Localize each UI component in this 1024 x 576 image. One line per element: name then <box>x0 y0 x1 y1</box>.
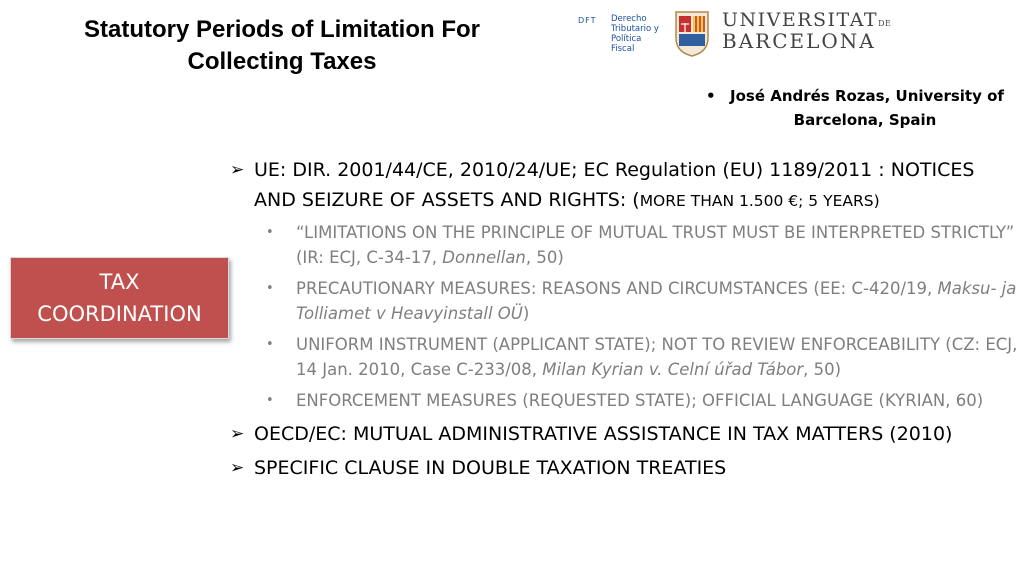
author-affiliation <box>700 84 1016 132</box>
sub-3-tail: , 50) <box>803 360 842 379</box>
arrow-bullet-icon: ➢ <box>230 424 245 444</box>
author-line-1: José Andrés Rozas, University of <box>730 87 1004 105</box>
dot-bullet-icon: • <box>266 393 274 408</box>
dft-mark <box>578 16 597 25</box>
sub-2-tail: ) <box>522 304 530 323</box>
sub-list-item <box>254 276 1020 326</box>
dot-bullet-icon: • <box>266 281 274 296</box>
sub-list-item <box>254 332 1020 382</box>
arrow-bullet-icon: ➢ <box>230 160 245 180</box>
slide-title <box>28 14 536 78</box>
title-line-1: Statutory Periods of Limitation For <box>83 16 480 43</box>
sub-3-text: UNIFORM INSTRUMENT (APPLICANT STATE); NOT TO REVIEW ENFORCEABILITY (CZ: ECJ, 14 Jan. 2010, Case C-233/08, <box>296 335 1018 379</box>
dot-bullet-icon: • <box>266 337 274 352</box>
slide-content <box>230 155 1020 483</box>
dft-mark-text: DFT <box>578 16 597 25</box>
bullet-icon: • <box>706 87 716 105</box>
sub-1-case: Donnellan <box>442 248 526 267</box>
sub-list <box>230 220 1020 413</box>
item-2-text: OECD/EC: MUTUAL ADMINISTRATIVE ASSISTANCE IN TAX MATTERS (2010) <box>254 423 953 445</box>
dft-line-4: Fiscal <box>611 44 635 54</box>
list-item <box>230 155 1020 216</box>
sub-list-item <box>254 388 1020 413</box>
dft-line-1: Derecho <box>611 14 647 24</box>
list-item <box>230 453 1020 483</box>
sub-4-text: ENFORCEMENT MEASURES (REQUESTED STATE); OFFICIAL LANGUAGE (KYRIAN, 60) <box>296 391 984 410</box>
item-3-text: SPECIFIC CLAUSE IN DOUBLE TAXATION TREATIES <box>254 457 727 479</box>
sub-list-item <box>254 220 1020 270</box>
dft-logo <box>578 14 670 54</box>
university-seal-icon <box>672 8 712 58</box>
item-1-small-text: MORE THAN 1.500 €; 5 YEARS) <box>639 192 880 210</box>
ub-line-1: UNIVERSITAT <box>722 9 879 31</box>
sub-1-tail: , 50) <box>525 248 564 267</box>
item-1-text: UE: DIR. 2001/44/CE, 2010/24/UE; EC Regulation (EU) 1189/2011 : NOTICES AND SEIZURE OF ASSETS AND RIGHTS: ( <box>254 159 975 211</box>
dft-line-2: Tributario y <box>611 24 659 34</box>
dot-bullet-icon: • <box>266 225 274 240</box>
university-name-logo <box>722 10 891 52</box>
sub-3-case: Milan Kyrian v. Celní úřad Tábor <box>542 360 804 379</box>
list-item <box>230 419 1020 449</box>
ub-de: DE <box>878 19 892 28</box>
tax-coordination-box <box>10 257 229 339</box>
side-box-line-2: COORDINATION <box>37 302 202 326</box>
dft-line-3: Política <box>611 34 642 44</box>
sub-1-text: “LIMITATIONS ON THE PRINCIPLE OF MUTUAL TRUST MUST BE INTERPRETED STRICTLY” (IR: ECJ, C-34-17, <box>296 223 1015 267</box>
arrow-bullet-icon: ➢ <box>230 458 245 478</box>
sub-2-case: Maksu- ja Tolliamet v Heavyinstall OÜ <box>296 279 1017 323</box>
sub-2-text: PRECAUTIONARY MEASURES: REASONS AND CIRCUMSTANCES (EE: C-420/19, <box>296 279 938 298</box>
side-box-line-1: TAX <box>99 270 140 294</box>
ub-line-2: BARCELONA <box>722 29 876 53</box>
title-line-2: Collecting Taxes <box>187 48 377 75</box>
dft-logo-text <box>611 14 659 54</box>
author-line-2: Barcelona, Spain <box>793 111 937 129</box>
